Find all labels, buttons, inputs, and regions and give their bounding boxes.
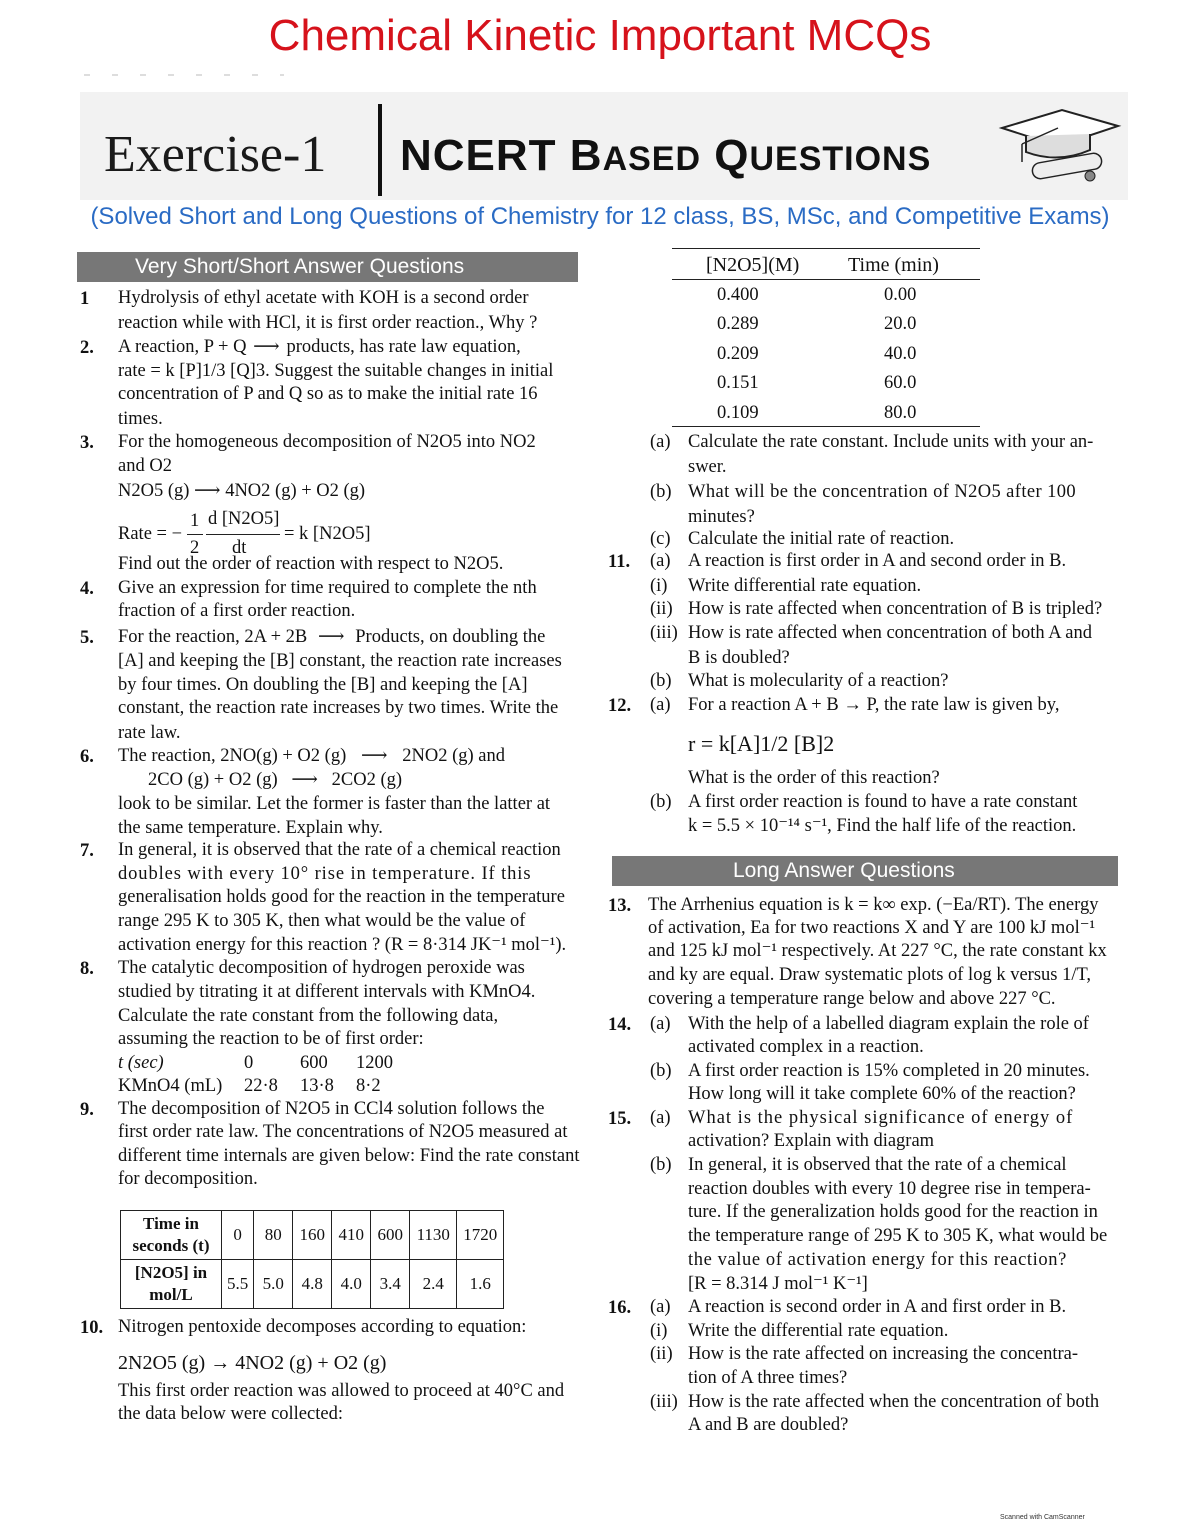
question-text: assuming the reaction to be of first order:: [118, 1029, 424, 1049]
decorative-dashes: [84, 74, 284, 76]
table-cell: 0.151: [717, 373, 759, 393]
table-row: [121, 1211, 504, 1260]
sub-marker: (c): [650, 529, 671, 549]
n2o5-data-table: [120, 1210, 504, 1309]
table-cell: 80: [254, 1211, 293, 1260]
question-number: 12.: [608, 696, 632, 716]
question-text: activation? Explain with diagram: [688, 1131, 935, 1151]
table-cell: 60.0: [884, 373, 917, 393]
table-rule: [672, 248, 980, 249]
sub-marker: (i): [650, 576, 668, 596]
question-number: 2.: [80, 338, 94, 358]
sub-marker: (iii): [650, 623, 678, 643]
question-text: [A] and keeping the [B] constant, the reaction rate increases: [118, 651, 562, 671]
data-value: 600: [300, 1053, 328, 1073]
table-cell: 20.0: [884, 314, 917, 334]
question-number: 10.: [80, 1318, 104, 1338]
question-text: What will be the concentration of N2O5 after 100: [688, 482, 1077, 502]
table-cell: 410: [332, 1211, 371, 1260]
question-text: Write differential rate equation.: [688, 576, 922, 596]
question-text: activation energy for this reaction ? (R = 8·314 JK⁻¹ mol⁻¹).: [118, 935, 567, 955]
question-text: In general, it is observed that the rate of a chemical reaction: [118, 840, 561, 860]
data-value: 1200: [356, 1053, 393, 1073]
equation: 2N2O5 (g) → 4NO2 (g) + O2 (g): [118, 1352, 387, 1374]
sub-marker: (iii): [650, 1392, 678, 1412]
question-text: reaction while with HCl, it is first order reaction., Why ?: [118, 313, 538, 333]
table-header: Time (min): [848, 254, 939, 276]
sub-marker: (ii): [650, 1344, 673, 1364]
table-cell: 2.4: [410, 1260, 457, 1309]
question-text: Give an expression for time required to complete the nth: [118, 578, 537, 598]
table-cell: 160: [293, 1211, 332, 1260]
question-text: reaction doubles with every 10 degree rise in tempera-: [688, 1179, 1091, 1199]
equation: N2O5 (g) ⟶ 4NO2 (g) + O2 (g): [118, 481, 366, 501]
question-number: 7.: [80, 841, 94, 861]
table-cell: 0.209: [717, 344, 759, 364]
question-text: Calculate the rate constant from the following data,: [118, 1006, 499, 1026]
question-text: A reaction, P + Q ⟶ products, has rate law equation,: [118, 337, 521, 357]
question-text: A first order reaction is 15% completed in 20 minutes.: [688, 1061, 1090, 1081]
question-text: A reaction is second order in A and first order in B.: [688, 1297, 1067, 1317]
question-text: by four times. On doubling the [B] and keeping the [A]: [118, 675, 528, 695]
table-cell: 1.6: [457, 1260, 504, 1309]
sub-marker: (ii): [650, 599, 673, 619]
equation: d [N2O5]: [208, 509, 280, 529]
table-cell: 5.5: [222, 1260, 254, 1309]
question-text: What is molecularity of a reaction?: [688, 671, 949, 691]
question-text: How is the rate affected on increasing the concentra-: [688, 1344, 1079, 1364]
sub-marker: (b): [650, 671, 672, 691]
page-subtitle: (Solved Short and Long Questions of Chemistry for 12 class, BS, MSc, and Competitive Exams): [90, 203, 1110, 230]
sub-marker: (b): [650, 1061, 672, 1081]
exercise-label: Exercise-1: [104, 126, 327, 183]
question-text: concentration of P and Q so as to make the initial rate 16: [118, 384, 538, 404]
question-text: for decomposition.: [118, 1169, 258, 1189]
question-number: 3.: [80, 433, 94, 453]
question-text: the data below were collected:: [118, 1404, 343, 1424]
question-text: swer.: [688, 457, 727, 477]
fraction-bar: [206, 534, 280, 535]
sub-marker: (b): [650, 792, 672, 812]
question-text: and O2: [118, 456, 172, 476]
question-text: constant, the reaction rate increases by two times. Write the: [118, 698, 559, 718]
banner-divider: [378, 104, 382, 196]
table-cell: 4.0: [332, 1260, 371, 1309]
question-text: How long will it take complete 60% of the reaction?: [688, 1084, 1076, 1104]
question-text: A first order reaction is found to have a rate constant: [688, 792, 1078, 812]
table-header: Time in seconds (t): [121, 1211, 222, 1260]
data-label: KMnO4 (mL): [118, 1076, 223, 1096]
graduation-cap-icon: [992, 106, 1122, 186]
table-cell: 3.4: [371, 1260, 410, 1309]
question-number: 11.: [608, 552, 631, 572]
table-cell: 0.00: [884, 285, 917, 305]
equation: r = k[A]1/2 [B]2: [688, 731, 835, 756]
table-cell: 80.0: [884, 403, 917, 423]
section-heading-short: Very Short/Short Answer Questions: [77, 252, 578, 282]
question-text: of activation, Ea for two reactions X and Y are 100 kJ mol⁻¹: [648, 918, 1096, 938]
question-number: 6.: [80, 747, 94, 767]
question-text: studied by titrating it at different intervals with KMnO4.: [118, 982, 536, 1002]
section-heading-long: Long Answer Questions: [612, 856, 1118, 886]
question-number: 15.: [608, 1109, 632, 1129]
question-text: minutes?: [688, 507, 755, 527]
question-text: k = 5.5 × 10⁻¹⁴ s⁻¹, Find the half life of the reaction.: [688, 816, 1077, 836]
question-text: ture. If the generalization holds good for the reaction in: [688, 1202, 1098, 1222]
question-text: Calculate the rate constant. Include units with your an-: [688, 432, 1094, 452]
equation: = k [N2O5]: [284, 524, 371, 544]
question-text: fraction of a first order reaction.: [118, 601, 356, 621]
question-text: and 125 kJ mol⁻¹ respectively. At 227 °C, the rate constant kx: [648, 941, 1107, 961]
question-number: 14.: [608, 1015, 632, 1035]
equation: 2CO (g) + O2 (g) ⟶ 2CO2 (g): [148, 770, 403, 790]
fraction-bar: [187, 534, 203, 535]
question-number: 4.: [80, 579, 94, 599]
question-number: 5.: [80, 628, 94, 648]
question-text: the same temperature. Explain why.: [118, 818, 383, 838]
question-text: activated complex in a reaction.: [688, 1037, 924, 1057]
data-value: 13·8: [300, 1076, 334, 1096]
equation: Rate = −: [118, 524, 183, 544]
question-text: generalisation holds good for the reaction in the temperature: [118, 887, 565, 907]
table-cell: 40.0: [884, 344, 917, 364]
question-text: first order rate law. The concentrations of N2O5 measured at: [118, 1122, 568, 1142]
question-text: the value of activation energy for this reaction?: [688, 1250, 1067, 1270]
equation: 2: [190, 538, 200, 558]
sub-marker: (a): [650, 551, 671, 571]
data-label: t (sec): [118, 1053, 164, 1073]
question-text: the temperature range of 295 K to 305 K, what would be: [688, 1226, 1108, 1246]
question-text: The decomposition of N2O5 in CCl4 solution follows the: [118, 1099, 545, 1119]
banner-heading: NCERT BASED QUESTIONS: [400, 131, 932, 180]
sub-marker: (a): [650, 695, 671, 715]
question-text: Find out the order of reaction with respect to N2O5.: [118, 554, 504, 574]
equation: dt: [232, 538, 247, 558]
question-text: How is rate affected when concentration of both A and: [688, 623, 1092, 643]
table-row: [121, 1260, 504, 1309]
question-text: The catalytic decomposition of hydrogen peroxide was: [118, 958, 525, 978]
table-cell: 600: [371, 1211, 410, 1260]
equation: 1: [190, 511, 200, 531]
question-text: and ky are equal. Draw systematic plots of log k versus 1/T,: [648, 965, 1092, 985]
question-text: Write the differential rate equation.: [688, 1321, 949, 1341]
question-text: The Arrhenius equation is k = k∞ exp. (−Ea/RT). The energy: [648, 895, 1099, 915]
table-rule: [672, 279, 980, 280]
question-text: Hydrolysis of ethyl acetate with KOH is a second order: [118, 288, 529, 308]
question-text: different time internals are given below: Find the rate constant: [118, 1146, 580, 1166]
question-text: For the homogeneous decomposition of N2O5 into NO2: [118, 432, 536, 452]
question-text: A and B are doubled?: [688, 1415, 849, 1435]
question-text: B is doubled?: [688, 648, 790, 668]
page-title: Chemical Kinetic Important MCQs: [268, 11, 932, 60]
question-text: What is the physical significance of energy of: [688, 1108, 1074, 1128]
question-text: look to be similar. Let the former is faster than the latter at: [118, 794, 551, 814]
question-number: 16.: [608, 1298, 632, 1318]
question-text: range 295 K to 305 K, then what would be the value of: [118, 911, 526, 931]
question-text: For the reaction, 2A + 2B ⟶ Products, on doubling the: [118, 627, 546, 647]
question-number: 1: [80, 289, 90, 309]
table-cell: 0.400: [717, 285, 759, 305]
question-text: How is the rate affected when the concentration of both: [688, 1392, 1100, 1412]
question-text: For a reaction A + B → P, the rate law is given by,: [688, 695, 1060, 715]
table-cell: 5.0: [254, 1260, 293, 1309]
sub-marker: (a): [650, 1297, 671, 1317]
table-header: [N2O5] in mol/L: [121, 1260, 222, 1309]
table-cell: 0.109: [717, 403, 759, 423]
table-rule: [672, 426, 980, 427]
question-number: 13.: [608, 896, 632, 916]
question-text: rate = k [P]1/3 [Q]3. Suggest the suitable changes in initial: [118, 361, 554, 381]
table-cell: 1130: [410, 1211, 457, 1260]
question-text: This first order reaction was allowed to proceed at 40°C and: [118, 1381, 565, 1401]
question-text: times.: [118, 409, 163, 429]
question-text: [R = 8.314 J mol⁻¹ K⁻¹]: [688, 1274, 868, 1294]
data-value: 8·2: [356, 1076, 381, 1096]
question-number: 8.: [80, 959, 94, 979]
sub-marker: (a): [650, 432, 671, 452]
sub-marker: (b): [650, 482, 672, 502]
sub-marker: (a): [650, 1014, 671, 1034]
question-text: covering a temperature range below and above 227 °C.: [648, 989, 1056, 1009]
table-header: [N2O5](M): [706, 254, 800, 276]
sub-marker: (a): [650, 1108, 671, 1128]
question-number: 9.: [80, 1100, 94, 1120]
question-text: doubles with every 10° rise in temperature. If this: [118, 864, 532, 884]
sub-marker: (i): [650, 1321, 668, 1341]
table-cell: 0.289: [717, 314, 759, 334]
question-text: How is rate affected when concentration of B is tripled?: [688, 599, 1103, 619]
scanner-watermark: Scanned with CamScanner: [1000, 1514, 1085, 1521]
question-text: rate law.: [118, 723, 181, 743]
question-text: tion of A three times?: [688, 1368, 848, 1388]
question-text: A reaction is first order in A and second order in B.: [688, 551, 1067, 571]
table-cell: 4.8: [293, 1260, 332, 1309]
data-value: 22·8: [244, 1076, 278, 1096]
question-text: The reaction, 2NO(g) + O2 (g) ⟶ 2NO2 (g) and: [118, 746, 506, 766]
question-text: Calculate the initial rate of reaction.: [688, 529, 955, 549]
question-text: Nitrogen pentoxide decomposes according to equation:: [118, 1317, 527, 1337]
question-text: What is the order of this reaction?: [688, 768, 940, 788]
table-cell: 1720: [457, 1211, 504, 1260]
sub-marker: (b): [650, 1155, 672, 1175]
question-text: In general, it is observed that the rate of a chemical: [688, 1155, 1067, 1175]
question-text: With the help of a labelled diagram explain the role of: [688, 1014, 1089, 1034]
table-cell: 0: [222, 1211, 254, 1260]
data-value: 0: [244, 1053, 254, 1073]
